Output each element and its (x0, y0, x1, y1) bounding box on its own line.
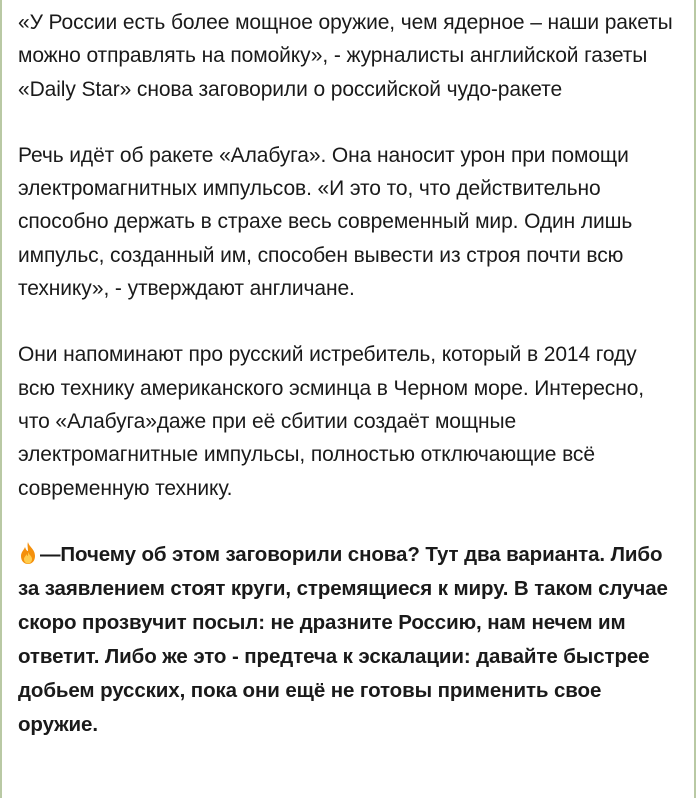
message-paragraph-1: «У России есть более мощное оружие, чем ядерное – наши ракеты можно отправлять на помойку», - журналисты английской газеты «Daily Star» снова заговорили о российской чудо-ракете (18, 11, 673, 101)
highlight-text: —Почему об этом заговорили снова? Тут два варианта. Либо за заявлением стоят круги, стремящиеся к миру. В таком случае скоро прозвучит посыл: не дразните Россию, нам нечем им ответит. Либо же это - предтеча к эскалации: давайте быстрее добьем русских, пока они ещё не готовы применить свое оружие. (18, 542, 668, 736)
fire-icon (18, 541, 38, 565)
message-highlight-paragraph (18, 538, 678, 742)
message-paragraph-3-text: Они напоминают про русский истребитель, который в 2014 году всю технику американского эсминца в Черном море. Интересно, что «Алабуга»даже при её сбитии создаёт мощные электромагнитные импульсы, полностью отключающие всё современную технику. (18, 343, 645, 500)
message-paragraph-2: Речь идёт об ракете «Алабуга». Она наносит урон при помощи электромагнитных импульсов. «И это то, что действительно способно держать в страхе весь современный мир. Один лишь импульс, созданный им, способен вывести из строя почти всю технику», - утверждают англичане. (18, 143, 633, 301)
message-paragraph-3 (18, 338, 678, 504)
message-bubble[interactable] (2, 0, 694, 798)
